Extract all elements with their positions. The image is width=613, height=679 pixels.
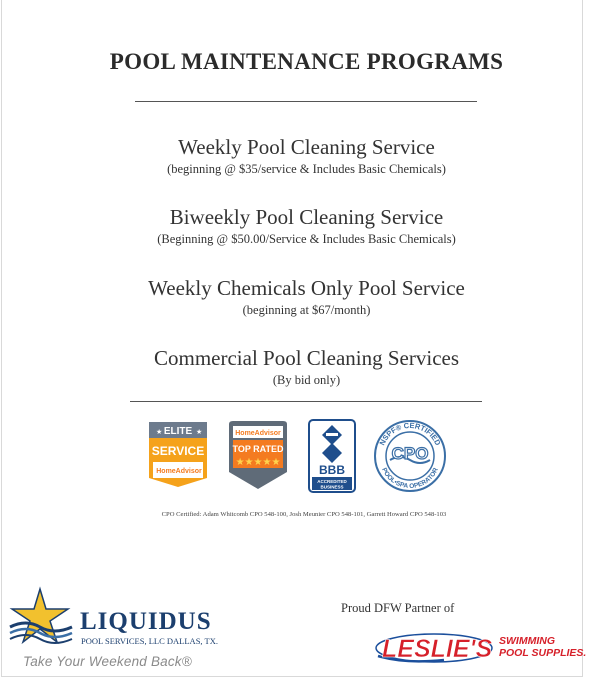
liquidus-brand-name: LIQUIDUS — [80, 608, 212, 635]
service-detail: (beginning at $67/month) — [242, 303, 371, 317]
bbb-business-label: BUSINESS — [320, 484, 344, 490]
partner-text: Proud DFW Partner of — [341, 601, 455, 615]
bbb-accredited-label: ACCREDITED — [317, 479, 347, 484]
elite-homeadvisor-label: HomeAdvisor — [156, 468, 202, 475]
service-title: Biweekly Pool Cleaning Service — [169, 205, 444, 229]
svg-text:★: ★ — [196, 428, 203, 436]
cpo-certified-seal-icon — [370, 418, 450, 494]
liquidus-logo — [8, 587, 218, 653]
svg-text:★★★★★: ★★★★★ — [235, 457, 281, 468]
leslies-sub-swimming: SWIMMING — [499, 635, 555, 647]
service-chemicals-only — [0, 276, 613, 319]
top-rated-homeadvisor-label: HomeAdvisor — [235, 430, 281, 437]
cpo-certification-note: CPO Certified: Adam Whitcomb CPO 548-100, Josh Meunier CPO 548-101, Garrett Howard CPO 548-103 — [161, 511, 447, 518]
bbb-label: BBB — [319, 463, 345, 477]
service-detail: (By bid only) — [272, 373, 341, 387]
leslies-brand-name: LESLIE'S — [382, 635, 493, 663]
top-rated-label: TOP RATED — [232, 444, 284, 454]
cpo-label: CPO — [391, 444, 429, 463]
leslies-logo — [374, 624, 587, 670]
bbb-accredited-badge-icon — [308, 419, 356, 493]
cpo-bottom-text: POOL•SPA OPERATOR — [380, 466, 440, 491]
elite-label: ELITE — [163, 426, 193, 437]
service-commercial — [0, 346, 613, 389]
divider-top — [135, 101, 477, 102]
badge-row — [0, 418, 585, 498]
homeadvisor-elite-badge-icon — [145, 420, 211, 488]
svg-text:★: ★ — [156, 428, 163, 436]
elite-service-label: SERVICE — [151, 444, 205, 458]
service-biweekly-cleaning — [0, 205, 613, 248]
page-title: POOL MAINTENANCE PROGRAMS — [109, 49, 504, 74]
service-title: Weekly Pool Cleaning Service — [178, 135, 435, 159]
cpo-top-text: NSPF® CERTIFIED — [377, 420, 443, 447]
service-detail: (Beginning @ $50.00/Service & Includes Basic Chemicals) — [157, 232, 456, 246]
liquidus-tagline: Take Your Weekend Back® — [23, 654, 192, 669]
service-title: Weekly Chemicals Only Pool Service — [148, 276, 465, 300]
homeadvisor-top-rated-badge-icon — [227, 420, 289, 490]
service-title: Commercial Pool Cleaning Services — [153, 346, 460, 370]
leslies-sub-pool-supplies: POOL SUPPLIES. — [499, 647, 587, 659]
liquidus-brand-sub: POOL SERVICES, LLC DALLAS, TX. — [81, 636, 218, 646]
service-detail: (beginning @ $35/service & Includes Basic Chemicals) — [167, 162, 446, 176]
divider-bottom — [130, 401, 482, 402]
service-weekly-cleaning — [0, 135, 613, 178]
